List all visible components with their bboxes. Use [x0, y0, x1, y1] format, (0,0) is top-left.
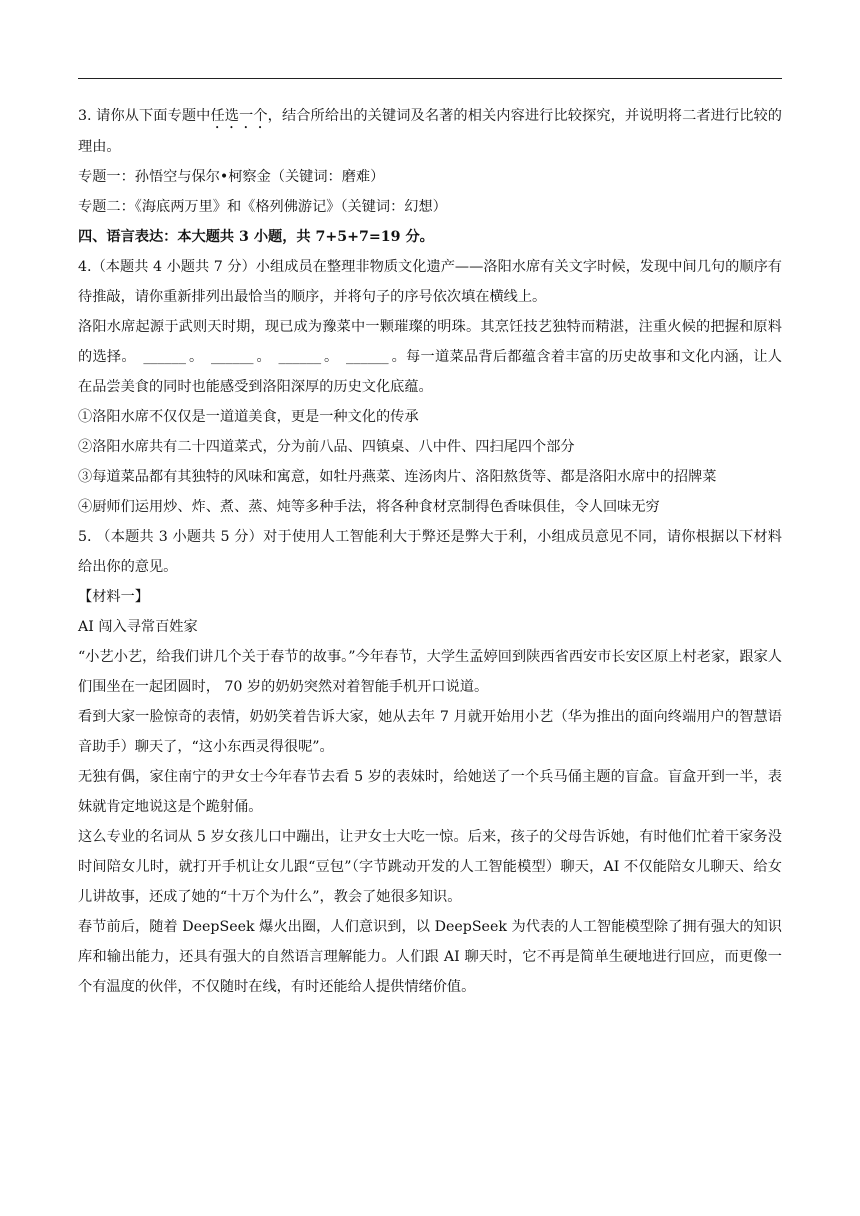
- answer-blank-1[interactable]: ______: [143, 349, 186, 365]
- q4-option-4: ④厨师们运用炒、炸、煮、蒸、炖等多种手法，将各种食材烹制得色香味俱佳，令人回味无穷: [78, 499, 660, 515]
- material-title: AI 闯入寻常百姓家: [78, 619, 198, 635]
- q4-option-1: ①洛阳水席不仅仅是一道道美食，更是一种文化的传承: [78, 409, 419, 425]
- document-body: [78, 101, 782, 1002]
- q3-prompt-end: ，结合所给出的关键词及名著的相关内容进行比较探究，并说明将二者进行比较的理由。: [78, 108, 782, 155]
- separator: 。: [188, 349, 204, 365]
- answer-blank-4[interactable]: ______: [346, 349, 389, 365]
- q4-passage-start: 洛阳水席起源于武则天时期，现已成为豫菜中一颗璀璨的明珠。其烹饪技艺独特而精湛，注重火候的把握和原料的选择。: [78, 319, 782, 365]
- material-paragraph: 无独有偶，家住南宁的尹女士今年春节去看 5 岁的表妹时，给她送了一个兵马俑主题的盲盒。盲盒开到一半，表妹就肯定地说这是个跪射俑。: [78, 769, 782, 815]
- material-paragraph: “小艺小艺，给我们讲几个关于春节的故事。”今年春节，大学生孟婷回到陕西省西安市长安区原上村老家，跟家人们围坐在一起团圆时， 70 岁的奶奶突然对着智能手机开口说道。: [78, 649, 782, 695]
- answer-blank-3[interactable]: ______: [278, 349, 322, 365]
- material-label: 【材料一】: [78, 589, 149, 605]
- separator: 。: [256, 349, 271, 365]
- answer-blank-2[interactable]: ______: [210, 349, 254, 365]
- q3-emphasis: 任选一个: [210, 108, 268, 124]
- header-rule: [78, 78, 782, 79]
- section-heading: 四、语言表达：本大题共 3 小题，共 7+5+7=19 分。: [78, 229, 434, 245]
- q3-topic-2: 专题二：《海底两万里》和《格列佛游记》（关键词：幻想）: [78, 199, 447, 215]
- q4-passage: [78, 312, 782, 402]
- q4-prompt: 4.（本题共 4 小题共 7 分）小组成员在整理非物质文化遗产——洛阳水席有关文字时候，发现中间几句的顺序有待推敲，请你重新排列出最恰当的顺序，并将句子的序号依次填在横线上。: [78, 259, 782, 305]
- q5-prompt: 5. （本题共 3 小题共 5 分）对于使用人工智能利大于弊还是弊大于利，小组成员意见不同，请你根据以下材料给出你的意见。: [78, 529, 782, 575]
- material-paragraph: 看到大家一脸惊奇的表情，奶奶笑着告诉大家，她从去年 7 月就开始用小艺（华为推出的面向终端用户的智慧语音助手）聊天了，“这小东西灵得很呢”。: [78, 709, 782, 755]
- q4-option-2: ②洛阳水席共有二十四道菜式，分为前八品、四镇桌、八中件、四扫尾四个部分: [78, 439, 575, 455]
- q3-topic-1: 专题一：孙悟空与保尔•柯察金（关键词：磨难）: [78, 169, 385, 185]
- q4-option-3: ③每道菜品都有其独特的风味和寓意，如牡丹燕菜、连汤肉片、洛阳熬货等、都是洛阳水席中的招牌菜: [78, 469, 717, 485]
- material-paragraph: 这么专业的名词从 5 岁女孩儿口中蹦出，让尹女士大吃一惊。后来，孩子的父母告诉她，有时他们忙着干家务没时间陪女儿时，就打开手机让女儿跟“豆包”（字节跳动开发的人工智能模型）聊天，AI 不仅能陪女儿聊天、给女儿讲故事，还成了她的“十万个为什么”，教会了她很多知识。: [78, 829, 782, 905]
- q3-prompt-start: 3. 请你从下面专题中: [78, 108, 211, 124]
- q3-prompt: [78, 101, 782, 162]
- q4-passage-end: 。每一道菜品背后都蕴含着丰富的历史故事和文化内涵，让人在品尝美食的同时也能感受到洛阳深厚的历史文化底蕴。: [78, 349, 782, 395]
- separator: 。: [323, 349, 339, 365]
- material-paragraph: 春节前后，随着 DeepSeek 爆火出圈，人们意识到，以 DeepSeek 为代表的人工智能模型除了拥有强大的知识库和输出能力，还具有强大的自然语言理解能力。人们跟 AI 聊天时，它不再是简单生硬地进行回应，而更像一个有温度的伙伴，不仅随时在线，有时还能给人提供情绪价值。: [78, 919, 782, 995]
